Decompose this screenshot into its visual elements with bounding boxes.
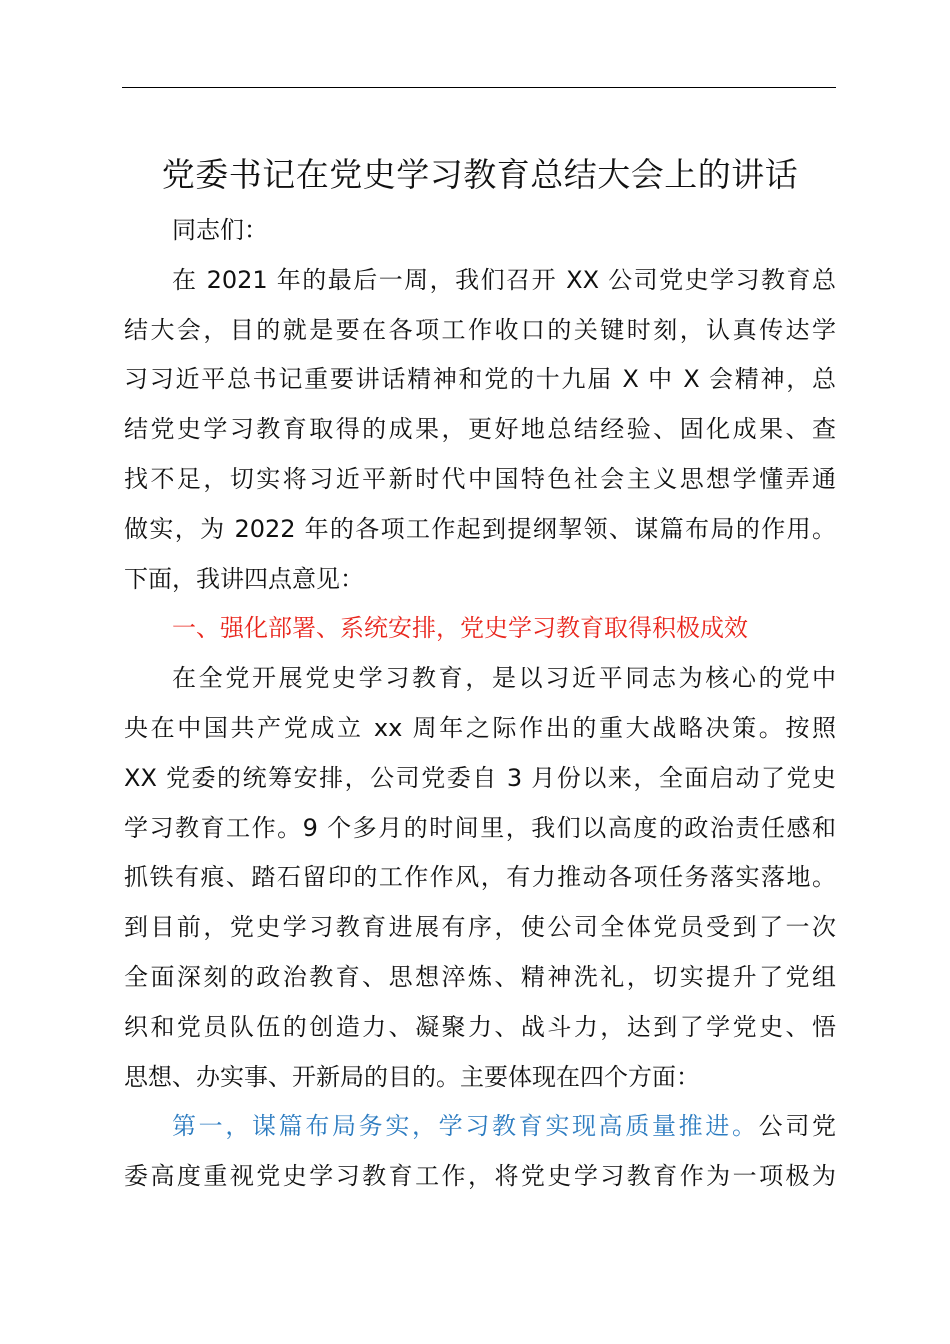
paragraph-line: 抓铁有痕、踏石留印的工作作风，有力推动各项任务落实落地。 bbox=[124, 863, 836, 892]
paragraph-line: 习习近平总书记重要讲话精神和党的十九届 X 中 X 会精神，总 bbox=[124, 365, 836, 394]
paragraph-line: 到目前，党史学习教育进展有序，使公司全体党员受到了一次 bbox=[124, 913, 836, 942]
paragraph-line: 在 2021 年的最后一周，我们召开 XX 公司党史学习教育总 bbox=[172, 265, 836, 294]
paragraph-line: 织和党员队伍的创造力、凝聚力、战斗力，达到了学党史、悟 bbox=[124, 1012, 836, 1041]
paragraph-line: 在全党开展党史学习教育，是以习近平同志为核心的党中 bbox=[172, 664, 836, 693]
document-title: 党委书记在党史学习教育总结大会上的讲话 bbox=[161, 155, 799, 194]
paragraph-line: 下面，我讲四点意见： bbox=[124, 564, 364, 593]
header-rule bbox=[122, 87, 836, 88]
paragraph-line: XX 党委的统筹安排，公司党委自 3 月份以来，全面启动了党史 bbox=[124, 763, 836, 792]
salutation: 同志们： bbox=[172, 216, 268, 244]
paragraph-line: 找不足，切实将习近平新时代中国特色社会主义思想学懂弄通 bbox=[124, 464, 836, 493]
paragraph-line: 央在中国共产党成立 xx 周年之际作出的重大战略决策。按照 bbox=[124, 713, 836, 742]
paragraph-line: 结党史学习教育取得的成果，更好地总结经验、固化成果、查 bbox=[124, 415, 836, 444]
paragraph-line: 学习教育工作。9 个多月的时间里，我们以高度的政治责任感和 bbox=[124, 813, 836, 842]
paragraph-line: 结大会，目的就是要在各项工作收口的关键时刻，认真传达学 bbox=[124, 315, 836, 344]
point-heading: 第一，谋篇布局务实，学习教育实现高质量推进。 bbox=[172, 1112, 759, 1141]
document-body bbox=[124, 206, 836, 1202]
point-continuation: 公司党 bbox=[758, 1112, 837, 1141]
paragraph-line: 做实，为 2022 年的各项工作起到提纲挈领、谋篇布局的作用。 bbox=[124, 514, 836, 543]
paragraph-line: 委高度重视党史学习教育工作，将党史学习教育作为一项极为 bbox=[124, 1162, 836, 1191]
paragraph-line: 全面深刻的政治教育、思想淬炼、精神洗礼，切实提升了党组 bbox=[124, 962, 836, 991]
paragraph-line: 思想、办实事、开新局的目的。主要体现在四个方面： bbox=[124, 1062, 700, 1091]
section-heading: 一、强化部署、系统安排，党史学习教育取得积极成效 bbox=[172, 614, 748, 643]
point-heading-line bbox=[124, 1102, 836, 1152]
